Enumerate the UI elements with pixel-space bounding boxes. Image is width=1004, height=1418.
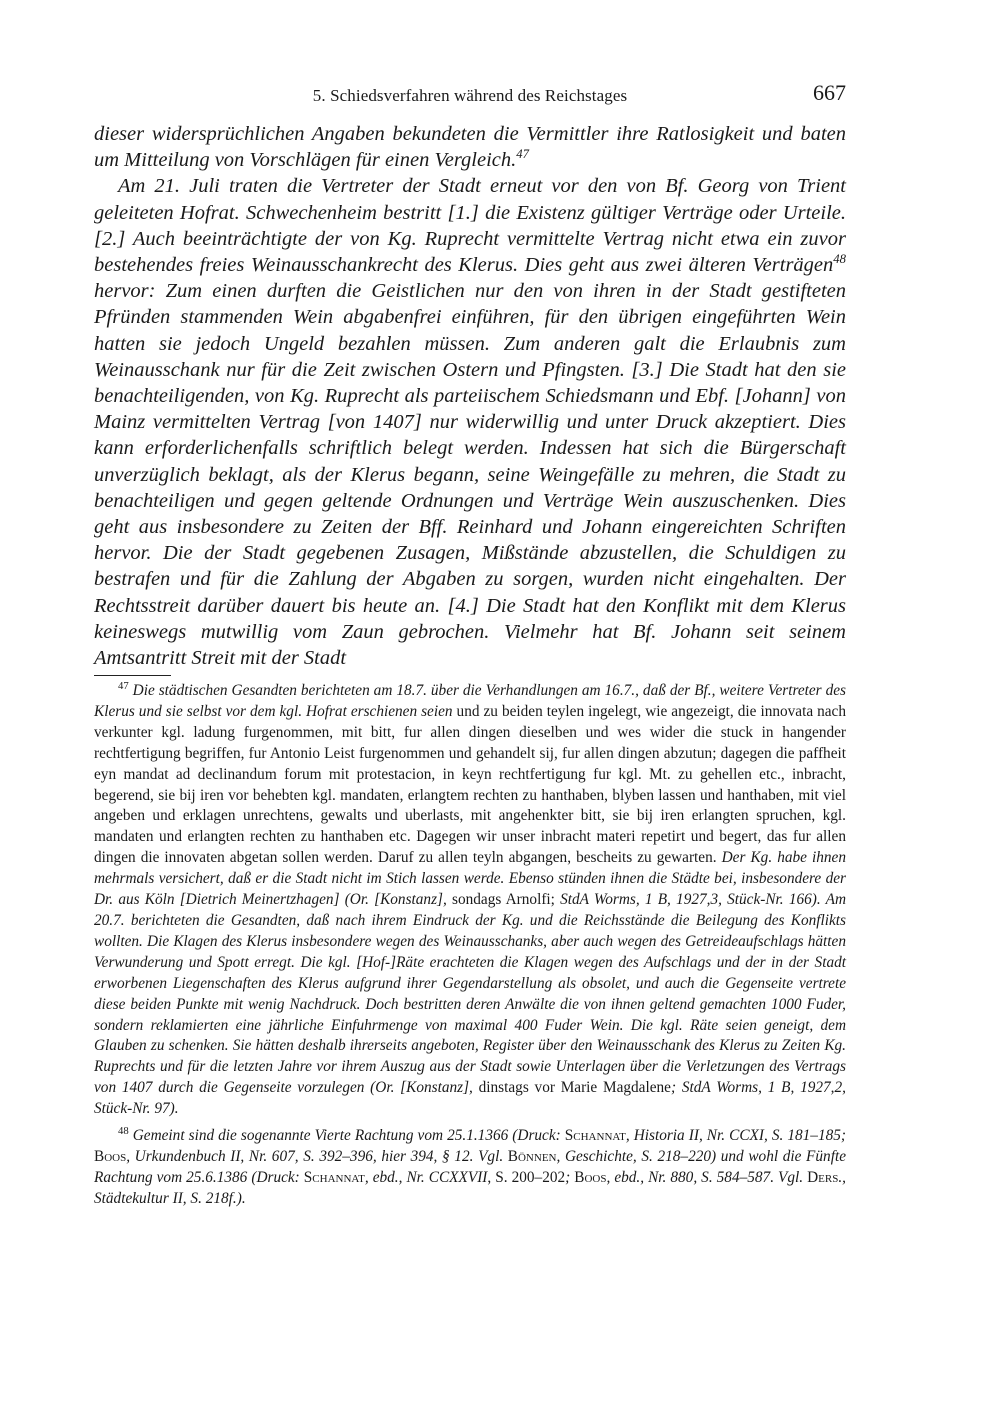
author-name: Boos xyxy=(574,1168,607,1186)
footnote-text: , Geschichte, S. 218–220) und wohl die Fünfte Rachtung vom 25.6.1386 (Druck: xyxy=(94,1147,846,1186)
source-date: dinstags vor Marie Magdalene xyxy=(472,1079,671,1097)
author-name: Boos xyxy=(94,1147,127,1165)
page-range: , S. 200–202 xyxy=(487,1168,566,1186)
footnote-text: ., Städtekultur II, S. 218f.). xyxy=(94,1168,847,1207)
footnote-text: Der Kg. habe ihnen mehrmals versichert, daß er die Stadt nicht im Stich lassen werde. Ebenso stünden ihnen die Städte bei, insbesondere der Dr. aus Köln [Dietrich Meinertzhagen] (Or. [Konstanz], xyxy=(94,849,846,909)
footnote-text: StdA Worms, 1 B, 1927,3, Stück-Nr. 166). Am 20.7. berichteten die Gesandten, daß nach ihrem Eindruck der Kg. und die Reichsstände die Beilegung des Konflikts wollten. Die Klagen des Klerus insbesondere wegen des Weinausschanks, aber auch wegen des Getreideaufschlags hätten Verwunderung und Spott erregt. Die kgl. [Hof-]Räte erachteten die Klagen wegen des Aufschlags und der in der Stadt erworbenen Liegenschaften des Klerus aufgrund ihrer Gegendarstellung als obsolet, und auch die Gegenseite vertrete diese beiden Punkte mit wenig Nachdruck. Doch bestritten deren Anwälte die von ihnen geltend gemachten 1000 Fuder, sondern reklamierten eine jährliche Einfuhrmenge von maximal 400 Fuder Wein. Die kgl. Räte seien geneigt, dem Glauben zu schenken. Sie hätten deshalb ihrerseits angeboten, Register über den Weinausschank des Klerus zu Zeiten Kg. Ruprechts und für die letzten Jahre vor ihrem Auszug aus der Stadt sowie Unterlagen über die Verletzungen des Vertrags von 1407 durch die Gegenseite vorzulegen (Or. [Konstanz], xyxy=(94,891,846,1097)
source-date: sondags Arnolfi; xyxy=(446,891,555,909)
paragraph-text-cont: hervor: Zum einen durften die Geistlichen nur den von ihren in der Stadt gestifteten Pfründen stammenden Wein abgabenfrei einführen, für den übrigen eingeführten Wein hatten sie jedoch Ungeld bezahlen müssen. Zum anderen galt die Erlaubnis zum Weinausschank nur für die Zeit zwischen Ostern und Pfingsten. [3.] Die Stadt hat den sie benachteiligenden, von Kg. Ruprecht als parteiischem Schiedsmann und Ebf. [Johann] von Mainz vermittelten Vertrag [von 1407] nur widerwillig und unter Druck akzeptiert. Dies kann erforderlichenfalls schriftlich belegt werden. Indessen hat sich die Bürgerschaft unverzüglich beklagt, als der Klerus begann, seine Weingefälle zu mehren, die Stadt zu benachteiligen und gegen geltende Ordnungen und Verträge Wein auszuschenken. Dies geht aus insbesondere zu Zeiten der Bff. Reinhard und Johann eingereichten Schriften hervor. Die der Stadt gegebenen Zusagen, Mißstände abzustellen, die Schuldigen zu bestrafen und für die Zahlung der Abgaben zu sorgen, wurden nicht eingehalten. Der Rechtsstreit darüber dauert bis heute an. [4.] Die Stadt hat den Konflikt mit dem Klerus keineswegs mutwillig vom Zaun gebrochen. Vielmehr hat Bf. Johann seit seinem Amtsantritt Streit mit der Stadt xyxy=(94,280,846,670)
footnote-text: , Urkundenbuch II, Nr. 607, S. 392–396, hier 394, § 12. Vgl. xyxy=(126,1147,508,1165)
footnote-ref-48[interactable]: 48 xyxy=(833,252,846,267)
footnote-number: 48 xyxy=(118,1124,129,1137)
footnote-text: , ebd., Nr. 880, S. 584–587. Vgl. xyxy=(606,1168,808,1186)
author-name: Bönnen xyxy=(507,1147,557,1165)
footnote-separator xyxy=(94,675,171,676)
footnote-48 xyxy=(94,1126,846,1210)
author-name: Ders xyxy=(807,1168,839,1186)
source-quote: und zu beiden teylen ingelegt, wie angezeigt, die innovata nach verkunter kgl. ladung furgenommen, mit bitt, fur allen dingen dieselben und wes wider die stuck in hangender rechtfertigung begriffen, fur Antonio Leist furgenommen und gehandelt sij, fur allen dingen abzutun; dagegen die paffheit eyn mandat ad declinandum forum mit protestacion, in keyn rechtfertigung fur kgl. Mt. zu gehellen etc., inbracht, begerend, sie bij iren vor behebten kgl. mandaten, erlangtem rechten zu hanthaben, blyben lassen und hanthaben, mit viel angeben und erklagen unrechtens, gewalts und uberlasts, mit angehenkter bitt, sie bij iren erlangten spruchen, kgl. mandaten und erlangten rechten zu hanthaben etc. Dagegen wir unser inbracht materi repetirt und begert, das fur allen dingen die innovaten abgetan sollen werden. Daruf zu allen teyln abgangen, bescheits zu gewarten. xyxy=(94,702,846,867)
footnote-text: , Historia II, Nr. CCXI, S. 181–185; xyxy=(625,1127,846,1145)
footnote-47 xyxy=(94,681,846,1120)
footnote-number: 47 xyxy=(118,679,129,692)
footnotes xyxy=(94,681,846,1216)
paragraph-hofrat xyxy=(94,173,846,671)
running-header xyxy=(94,80,846,110)
footnote-text: ; StdA Worms, 1 B, 1927,2, Stück-Nr. 97). xyxy=(94,1079,846,1118)
footnote-text: Die städtischen Gesandten berichteten am 18.7. über die Verhandlungen am 16.7., daß der Bf., weitere Vertreter des Klerus und sie selbst vor dem kgl. Hofrat erschienen seien xyxy=(94,682,846,720)
author-name: Schannat xyxy=(564,1127,626,1145)
footnote-text: Gemeint sind die sogenannte Vierte Rachtung vom 25.1.1366 (Druck: xyxy=(132,1127,565,1145)
main-text xyxy=(94,121,846,671)
paragraph-text: Am 21. Juli traten die Vertreter der Stadt erneut vor den von Bf. Georg von Trient geleiteten Hofrat. Schwechenheim bestritt [1.] die Existenz gültiger Verträge oder Urteile. [2.] Auch beeinträchtigte der von Kg. Ruprecht vermittelte Vertrag nicht etwa ein zuvor bestehendes freies Weinausschankrecht des Klerus. Dies geht aus zwei älteren Verträgen xyxy=(94,175,846,277)
running-title: 5. Schiedsverfahren während des Reichstages xyxy=(312,86,628,105)
author-name: Schannat xyxy=(303,1168,365,1186)
footnote-ref-47[interactable]: 47 xyxy=(516,147,529,162)
footnote-text: ; xyxy=(565,1168,575,1186)
paragraph-text: dieser widersprüchlichen Angaben bekundeten die Vermittler ihre Ratlosigkeit und baten um Mitteilung von Vorschlägen für einen Vergleich. xyxy=(94,123,846,172)
page-number: 667 xyxy=(813,80,846,105)
paragraph-continued xyxy=(94,121,846,173)
footnote-text: , ebd., Nr. CCXXVII xyxy=(364,1168,488,1186)
